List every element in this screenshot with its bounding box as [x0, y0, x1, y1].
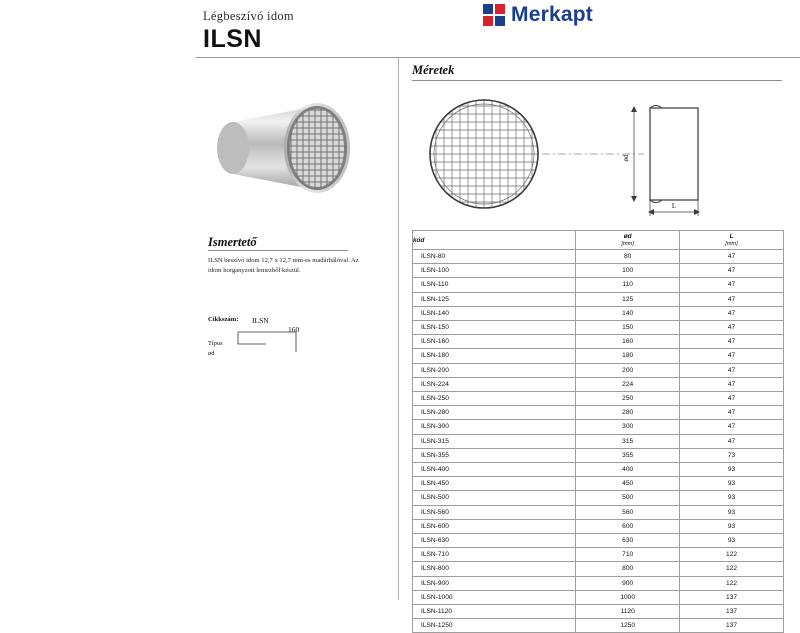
cell-length: 93 — [680, 519, 784, 533]
cell-diameter: 125 — [576, 292, 680, 306]
table-row — [413, 406, 784, 420]
cell-length: 93 — [680, 463, 784, 477]
cell-length: 47 — [680, 306, 784, 320]
table-row — [413, 306, 784, 320]
cell-kod: ILSN-250 — [413, 392, 576, 406]
order-code-diameter-tag: ød — [208, 350, 215, 357]
cell-kod: ILSN-355 — [413, 448, 576, 462]
cell-kod: ILSN-180 — [413, 349, 576, 363]
cell-length: 47 — [680, 264, 784, 278]
cell-diameter: 200 — [576, 363, 680, 377]
cell-length: 122 — [680, 576, 784, 590]
cell-length: 47 — [680, 420, 784, 434]
cell-diameter: 400 — [576, 463, 680, 477]
cell-kod: ILSN-560 — [413, 505, 576, 519]
cell-diameter: 630 — [576, 534, 680, 548]
cell-diameter: 140 — [576, 306, 680, 320]
cell-kod: ILSN-900 — [413, 576, 576, 590]
diameter-dimension — [631, 106, 637, 202]
table-row — [413, 548, 784, 562]
cell-kod: ILSN-150 — [413, 321, 576, 335]
dimensions-table — [412, 230, 784, 633]
table-row — [413, 392, 784, 406]
column-header-kod — [413, 231, 576, 250]
meretek-divider — [412, 80, 782, 81]
ismerteto-divider — [208, 250, 348, 251]
cell-length: 47 — [680, 406, 784, 420]
order-code-type-value: ILSN — [252, 316, 269, 325]
table-row — [413, 519, 784, 533]
length-dimension-label: L — [671, 202, 677, 210]
table-row — [413, 576, 784, 590]
order-code-bracket-icon — [236, 330, 308, 354]
cell-diameter: 1250 — [576, 619, 680, 633]
cell-diameter: 100 — [576, 264, 680, 278]
page-header — [0, 0, 800, 58]
order-code-type-tag: Típus — [208, 340, 223, 347]
duct-side-view-icon — [650, 106, 698, 203]
cell-diameter: 450 — [576, 477, 680, 491]
cell-diameter: 300 — [576, 420, 680, 434]
table-row — [413, 377, 784, 391]
cell-length: 93 — [680, 477, 784, 491]
cell-kod: ILSN-450 — [413, 477, 576, 491]
cell-kod: ILSN-200 — [413, 363, 576, 377]
product-photo — [213, 82, 373, 210]
table-row — [413, 477, 784, 491]
cell-diameter: 1000 — [576, 590, 680, 604]
cell-kod: ILSN-630 — [413, 534, 576, 548]
cell-kod: ILSN-1250 — [413, 619, 576, 633]
table-row — [413, 448, 784, 462]
table-header-row — [413, 231, 784, 250]
table-row — [413, 605, 784, 619]
brand-logo — [483, 3, 593, 27]
cell-length: 93 — [680, 534, 784, 548]
cell-length: 122 — [680, 562, 784, 576]
product-category: Légbeszívó idom — [203, 9, 294, 23]
cell-length: 137 — [680, 605, 784, 619]
table-row — [413, 363, 784, 377]
cell-kod: ILSN-1000 — [413, 590, 576, 604]
ismerteto-body: ILSN beszívó idom 12,7 x 12,7 mm-es madárhálóval. Az idom horganyzott lemezből készül. — [208, 257, 359, 274]
cell-kod: ILSN-1120 — [413, 605, 576, 619]
cell-diameter: 1120 — [576, 605, 680, 619]
cell-diameter: 900 — [576, 576, 680, 590]
cell-length: 73 — [680, 448, 784, 462]
cell-kod: ILSN-400 — [413, 463, 576, 477]
table-row — [413, 250, 784, 264]
table-row — [413, 420, 784, 434]
table-row — [413, 505, 784, 519]
cell-diameter: 224 — [576, 377, 680, 391]
cell-kod: ILSN-160 — [413, 335, 576, 349]
header-divider — [196, 57, 800, 58]
cell-diameter: 315 — [576, 434, 680, 448]
table-row — [413, 619, 784, 633]
column-header-length-label: L — [729, 233, 734, 240]
table-row — [413, 321, 784, 335]
column-header-kod-label: kód — [413, 236, 425, 244]
cell-diameter: 800 — [576, 562, 680, 576]
cell-length: 93 — [680, 505, 784, 519]
cell-kod: ILSN-500 — [413, 491, 576, 505]
cell-diameter: 110 — [576, 278, 680, 292]
cell-kod: ILSN-800 — [413, 562, 576, 576]
cell-kod: ILSN-315 — [413, 434, 576, 448]
diameter-dimension-label: ød — [622, 154, 630, 162]
cell-length: 137 — [680, 619, 784, 633]
product-code: ILSN — [203, 25, 262, 53]
cell-kod: ILSN-80 — [413, 250, 576, 264]
cell-length: 47 — [680, 377, 784, 391]
cell-diameter: 80 — [576, 250, 680, 264]
cell-kod: ILSN-300 — [413, 420, 576, 434]
cell-diameter: 180 — [576, 349, 680, 363]
cell-kod: ILSN-710 — [413, 548, 576, 562]
cell-diameter: 250 — [576, 392, 680, 406]
cell-diameter: 560 — [576, 505, 680, 519]
table-body — [413, 250, 784, 633]
table-row — [413, 349, 784, 363]
cell-diameter: 355 — [576, 448, 680, 462]
table-row — [413, 278, 784, 292]
cell-kod: ILSN-100 — [413, 264, 576, 278]
cell-length: 93 — [680, 491, 784, 505]
technical-drawing — [412, 92, 790, 220]
table-row — [413, 292, 784, 306]
cell-length: 47 — [680, 321, 784, 335]
cell-kod: ILSN-140 — [413, 306, 576, 320]
cell-kod: ILSN-224 — [413, 377, 576, 391]
cell-length: 137 — [680, 590, 784, 604]
cell-length: 47 — [680, 392, 784, 406]
cell-length: 122 — [680, 548, 784, 562]
column-header-length — [680, 231, 784, 250]
ismerteto-title: Ismertető — [208, 235, 257, 249]
cell-kod: ILSN-110 — [413, 278, 576, 292]
mesh-grille-front-view-icon — [428, 100, 540, 208]
table-row — [413, 434, 784, 448]
table-row — [413, 463, 784, 477]
cell-length: 47 — [680, 363, 784, 377]
cell-diameter: 710 — [576, 548, 680, 562]
cell-diameter: 500 — [576, 491, 680, 505]
order-code-label: Cikkszám: — [208, 316, 239, 323]
column-header-diameter-label: ød — [623, 233, 632, 240]
cell-kod: ILSN-280 — [413, 406, 576, 420]
meretek-title: Méretek — [412, 63, 455, 77]
column-header-diameter — [576, 231, 680, 250]
column-header-diameter-unit: [mm] — [621, 241, 634, 247]
cell-kod: ILSN-600 — [413, 519, 576, 533]
table-row — [413, 264, 784, 278]
table-row — [413, 590, 784, 604]
cell-diameter: 150 — [576, 321, 680, 335]
cell-length: 47 — [680, 292, 784, 306]
cell-length: 47 — [680, 434, 784, 448]
cell-diameter: 280 — [576, 406, 680, 420]
brand-name: Merkapt — [511, 3, 593, 26]
cell-length: 47 — [680, 335, 784, 349]
column-header-length-unit: [mm] — [725, 241, 738, 247]
cell-length: 47 — [680, 349, 784, 363]
cell-length: 47 — [680, 278, 784, 292]
cell-length: 47 — [680, 250, 784, 264]
order-code-diameter-value: 160 — [288, 325, 300, 334]
table-row — [413, 562, 784, 576]
cell-kod: ILSN-125 — [413, 292, 576, 306]
merkapt-logo-icon — [483, 4, 505, 26]
table-row — [413, 534, 784, 548]
table-header — [413, 231, 784, 250]
table-row — [413, 335, 784, 349]
table-row — [413, 491, 784, 505]
cell-diameter: 160 — [576, 335, 680, 349]
column-divider — [398, 58, 399, 600]
cell-diameter: 600 — [576, 519, 680, 533]
